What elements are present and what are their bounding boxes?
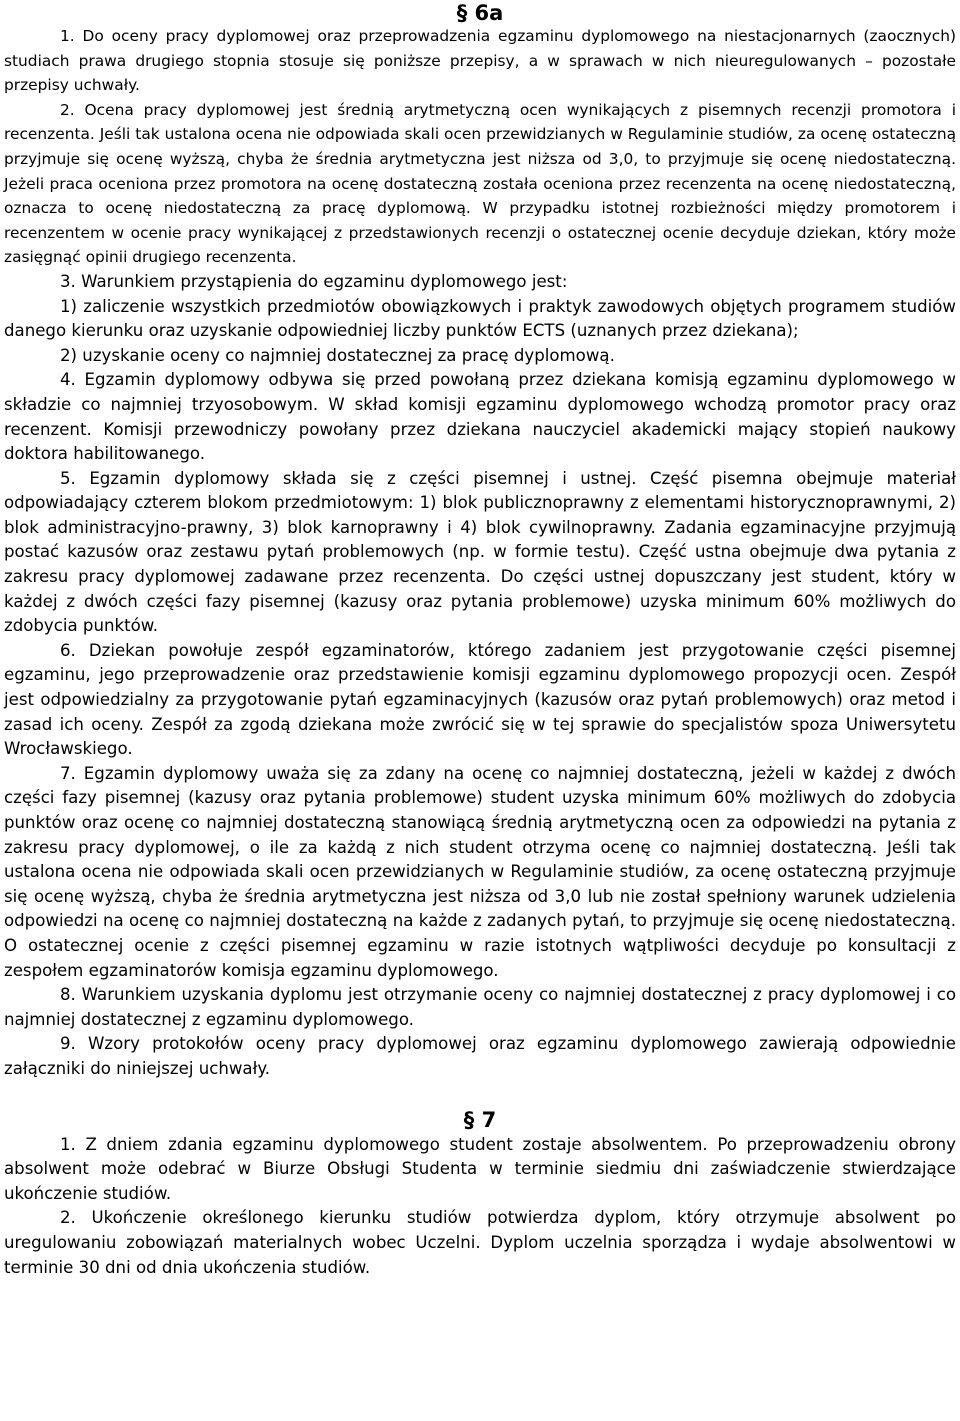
paragraph-6a-3-item-1: 1) zaliczenie wszystkich przedmiotów obowiązkowych i praktyk zawodowych objętych programem studiów danego kierunku oraz uzyskanie odpowiedniej liczby punktów ECTS (uznanych przez dziekana);	[4, 296, 956, 341]
document-page	[4, 0, 956, 1280]
paragraph-6a-5: 5. Egzamin dyplomowy składa się z części pisemnej i ustnej. Część pisemna obejmuje materiał odpowiadający czterem blokom przedmiotowym: 1) blok publicznoprawny z elementami historycznoprawnymi, 2) blok administracyjno-prawny, 3) blok karnoprawny i 4) blok cywilnoprawny. Zadania egzaminacyjne przyjmują postać kazusów oraz zestawu pytań problemowych (np. w formie testu). Część ustna obejmuje dwa pytania z zakresu pracy dyplomowej zadawane przez recenzenta. Do części ustnej dopuszczany jest student, który w każdej z dwóch części fazy pisemnej (kazusy oraz pytania problemowe) uzyska minimum 60% możliwych do zdobycia punktów.	[4, 468, 956, 636]
paragraph-6a-4: 4. Egzamin dyplomowy odbywa się przed powołaną przez dziekana komisją egzaminu dyplomowego w składzie co najmniej trzyosobowym. W skład komisji egzaminu dyplomowego wchodzą promotor pracy oraz recenzent. Komisji przewodniczy powołany przez dziekana nauczyciel akademicki mający stopień naukowy doktora habilitowanego.	[4, 370, 956, 464]
paragraph-6a-3-item-2: 2) uzyskanie oceny co najmniej dostatecznej za pracę dyplomową.	[60, 345, 615, 365]
paragraph-6a-2: 2. Ocena pracy dyplomowej jest średnią arytmetyczną ocen wynikających z pisemnych recenzji promotora i recenzenta. Jeśli tak ustalona ocena nie odpowiada skali ocen przewidzianych w Regulaminie studiów, za ocenę ostateczną przyjmuje się ocenę wyższą, chyba że średnia arytmetyczna jest niższa od 3,0, to przyjmuje się ocenę niedostateczną. Jeżeli praca oceniona przez promotora na ocenę dostateczną została oceniona przez recenzenta na ocenę niedostateczną, oznacza to ocenę niedostateczną za pracę dyplomową. W przypadku istotnej rozbieżności między promotorem i recenzentem w ocenie pracy wynikającej z przedstawionych recenzji o ostatecznej ocenie decyduje dziekan, który może zasięgnąć opinii drugiego recenzenta.	[4, 100, 956, 267]
paragraph-6a-6: 6. Dziekan powołuje zespół egzaminatorów, którego zadaniem jest przygotowanie części pisemnej egzaminu, jego przeprowadzenie oraz przedstawienie komisji egzaminu dyplomowego propozycji ocen. Zespół jest odpowiedzialny za przygotowanie pytań egzaminacyjnych (kazusów oraz pytań problemowych) oraz metod i zasad ich oceny. Zespół za zgodą dziekana może zwrócić się w tej sprawie do specjalistów spoza Uniwersytetu Wrocławskiego.	[4, 640, 956, 759]
paragraph-6a-8: 8. Warunkiem uzyskania dyplomu jest otrzymanie oceny co najmniej dostatecznej z pracy dyplomowej i co najmniej dostatecznej z egzaminu dyplomowego.	[4, 985, 956, 1029]
paragraph-7-2: 2. Ukończenie określonego kierunku studiów potwierdza dyplom, który otrzymuje absolwent po uregulowaniu zobowiązań materialnych wobec Uczelni. Dyplom uczelnia sporządza i wydaje absolwentowi w terminie 30 dni od dnia ukończenia studiów.	[4, 1208, 956, 1277]
section-heading-7: § 7	[463, 1107, 497, 1132]
paragraph-6a-7: 7. Egzamin dyplomowy uważa się za zdany na ocenę co najmniej dostateczną, jeżeli w każdej z dwóch części fazy pisemnej (kazusy oraz pytania problemowe) student uzyska minimum 60% możliwych do zdobycia punktów oraz ocenę co najmniej dostateczną stanowiącą średnią arytmetyczną ocen za odpowiedzi na pytania z zakresu pracy dyplomowej, o ile za każdą z nich student otrzyma ocenę co najmniej dostateczną. Jeśli tak ustalona ocena nie odpowiada skali ocen przewidzianych w Regulaminie studiów, za ocenę ostateczną przyjmuje się ocenę wyższą, chyba że średnia arytmetyczna jest niższa od 3,0 lub nie został spełniony warunek udzielenia odpowiedzi na ocenę co najmniej dostateczną na każde z zadanych pytań, to przyjmuje się ocenę niedostateczną. O ostatecznej ocenie z części pisemnej egzaminu w razie istotnych wątpliwości decyduje po konsultacji z zespołem egzaminatorów komisja egzaminu dyplomowego.	[4, 763, 956, 980]
paragraph-6a-9: 9. Wzory protokołów oceny pracy dyplomowej oraz egzaminu dyplomowego zawierają odpowiednie załączniki do niniejszej uchwały.	[4, 1034, 956, 1078]
paragraph-6a-1: 1. Do oceny pracy dyplomowej oraz przeprowadzenia egzaminu dyplomowego na niestacjonarnych (zaocznych) studiach prawa drugiego stopnia stosuje się poniższe przepisy, a w sprawach w nich nieuregulowanych – pozostałe przepisy uchwały.	[4, 27, 956, 95]
section-heading-6a: § 6a	[456, 1, 504, 25]
paragraph-6a-3: 3. Warunkiem przystąpienia do egzaminu dyplomowego jest:	[60, 271, 568, 291]
paragraph-7-1: 1. Z dniem zdania egzaminu dyplomowego student zostaje absolwentem. Po przeprowadzeniu obrony absolwent może odebrać w Biurze Obsługi Studenta w terminie siedmiu dni zaświadczenie stwierdzające ukończenie studiów.	[4, 1134, 956, 1203]
